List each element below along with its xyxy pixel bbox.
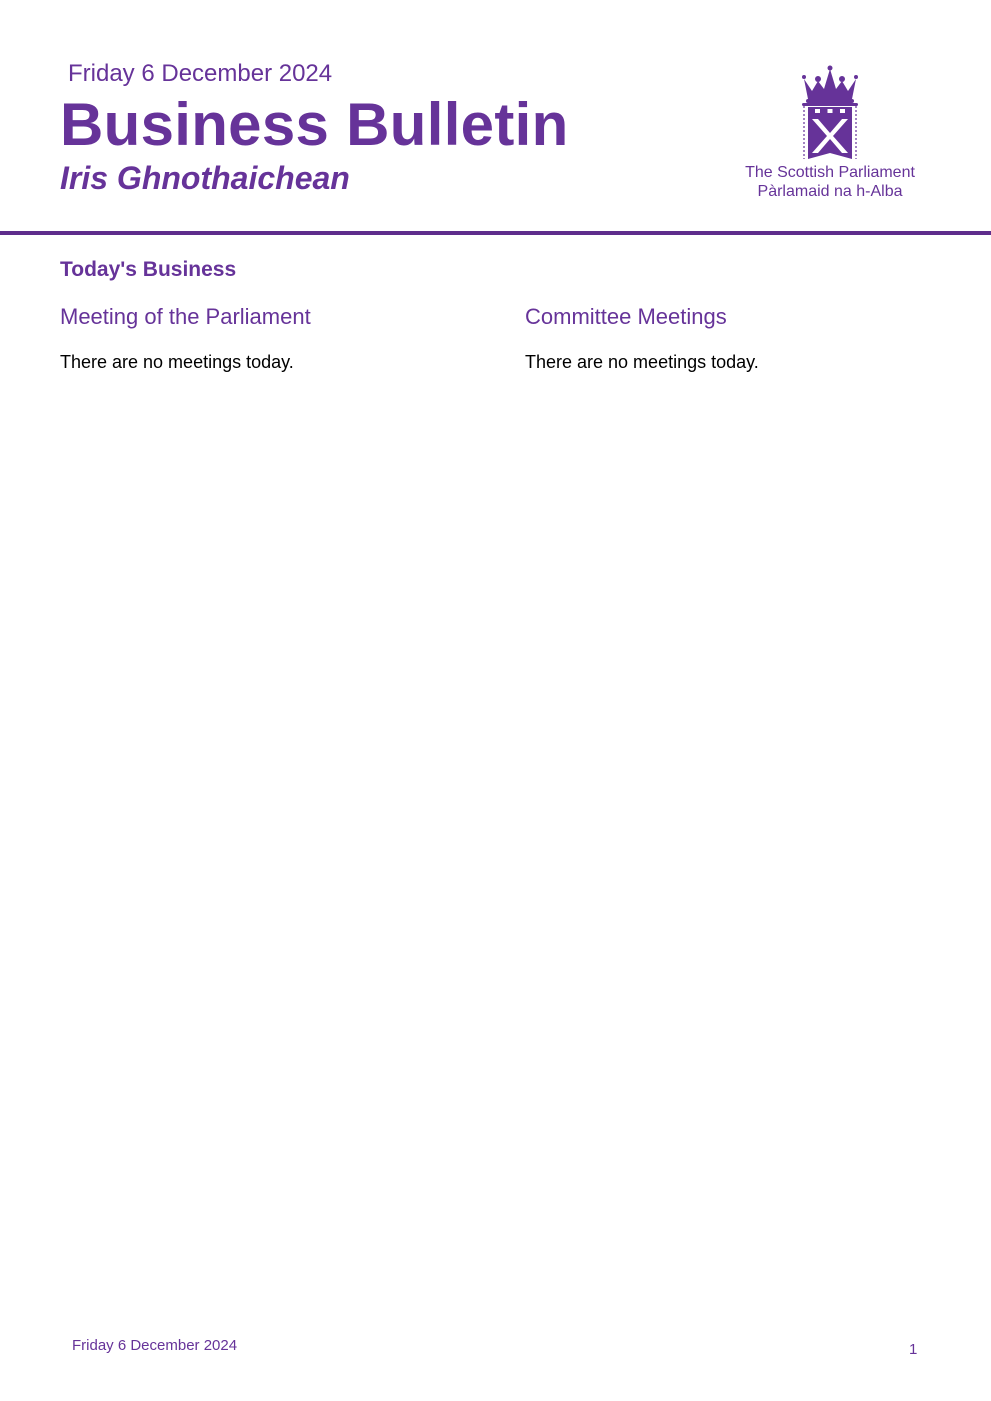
column-meeting-of-parliament bbox=[60, 304, 480, 373]
parliament-logo bbox=[740, 65, 920, 201]
page-title: Business Bulletin bbox=[60, 91, 569, 158]
column-heading: Meeting of the Parliament bbox=[60, 304, 311, 329]
column-text: There are no meetings today. bbox=[60, 352, 294, 372]
logo-text-english: The Scottish Parliament bbox=[745, 164, 915, 181]
column-heading: Committee Meetings bbox=[525, 304, 727, 329]
column-committee-meetings bbox=[525, 304, 945, 373]
header-divider bbox=[0, 231, 991, 235]
section-title-todays-business: Today's Business bbox=[60, 258, 237, 281]
footer-date: Friday 6 December 2024 bbox=[72, 1337, 238, 1354]
scottish-parliament-crest-icon bbox=[798, 65, 862, 163]
page-subtitle: Iris Ghnothaichean bbox=[60, 160, 350, 196]
logo-text-gaelic: Pàrlamaid na h-Alba bbox=[757, 183, 903, 200]
header-date: Friday 6 December 2024 bbox=[68, 60, 333, 87]
page-number: 1 bbox=[909, 1341, 918, 1358]
column-text: There are no meetings today. bbox=[525, 352, 759, 372]
